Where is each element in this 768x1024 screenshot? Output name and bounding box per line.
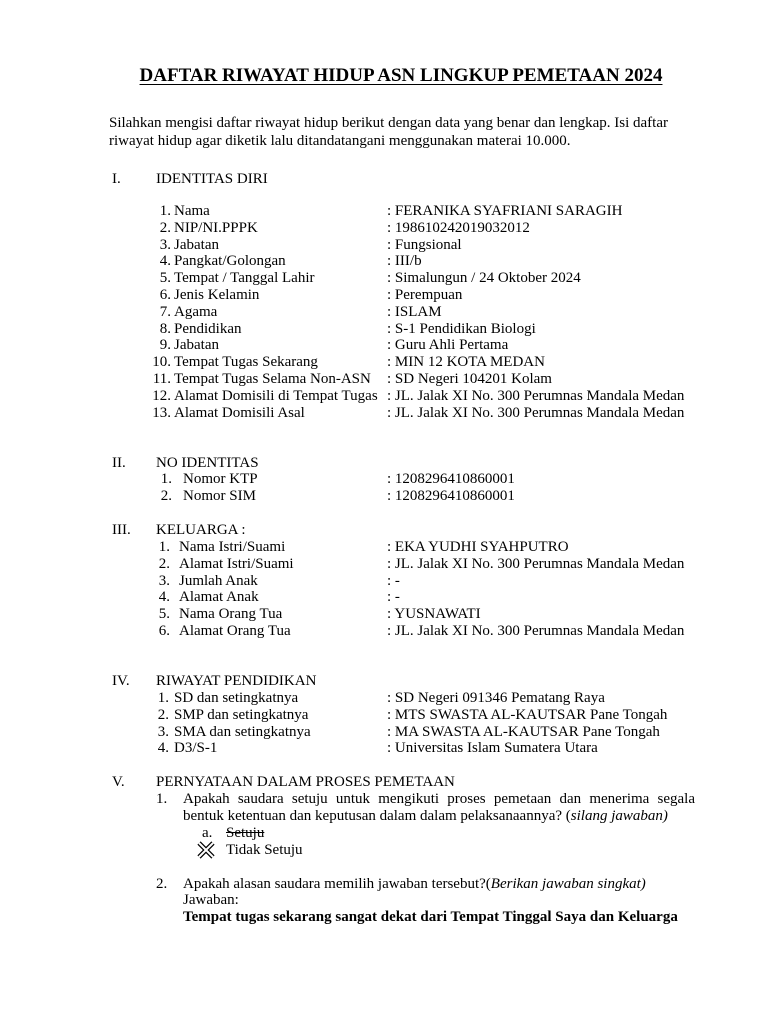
row-value: : Perempuan <box>387 287 463 303</box>
row-number: 2. <box>160 488 172 504</box>
row-label: Jumlah Anak <box>179 572 258 589</box>
row-label: Alamat Istri/Suami <box>179 555 294 572</box>
row-value: : SD Negeri 104201 Kolam <box>387 371 552 387</box>
row-label: Alamat Anak <box>179 589 259 606</box>
section-4-title: RIWAYAT PENDIDIKAN <box>156 673 317 689</box>
row-label: Jabatan <box>174 236 219 253</box>
row-label: Nomor KTP <box>183 471 258 487</box>
row-value: : - <box>387 572 400 589</box>
row-number: 1. <box>159 203 171 219</box>
row-value: : MTS SWASTA AL-KAUTSAR Pane Tongah <box>387 706 668 723</box>
intro-line-1: Silahkan mengisi daftar riwayat hidup berikut dengan data yang benar dan lengkap. Isi daftar <box>109 115 668 131</box>
row-number: 6. <box>159 287 171 303</box>
row-number: 12. <box>152 387 171 404</box>
row-value: : JL. Jalak XI No. 300 Perumnas Mandala Medan <box>387 555 685 572</box>
section-1-title: IDENTITAS DIRI <box>156 171 268 187</box>
row-value: : III/b <box>387 253 422 270</box>
row-number: 3. <box>158 572 170 589</box>
question-1-note: silang jawaban) <box>570 807 668 824</box>
option-a-setuju[interactable]: Setuju <box>226 825 265 841</box>
row-number: 3. <box>159 236 171 253</box>
row-number: 4. <box>158 589 170 606</box>
row-label: Nomor SIM <box>183 488 256 504</box>
question-2-number: 2. <box>156 876 168 892</box>
row-number: 11. <box>152 371 171 387</box>
row-number: 10. <box>152 354 171 371</box>
row-number: 2. <box>158 555 170 572</box>
answer-text: Tempat tugas sekarang sangat dekat dari Tempat Tinggal Saya dan Keluarga <box>183 909 678 925</box>
row-value: : Simalungun / 24 Oktober 2024 <box>387 270 581 287</box>
section-3-title: KELUARGA : <box>156 522 246 538</box>
option-b-tidak-setuju[interactable]: Tidak Setuju <box>226 842 303 858</box>
row-number: 2. <box>157 706 169 723</box>
row-label: SMP dan setingkatnya <box>174 706 309 723</box>
row-label: Jabatan <box>174 337 219 354</box>
row-value: : S-1 Pendidikan Biologi <box>387 320 536 337</box>
row-number: 8. <box>159 320 171 337</box>
section-3-number: III. <box>112 522 131 538</box>
row-label: Pendidikan <box>174 320 242 337</box>
row-value: : ISLAM <box>387 303 442 320</box>
row-label: Nama Orang Tua <box>179 606 283 623</box>
row-value: : Guru Ahli Pertama <box>387 337 509 354</box>
question-2-text <box>183 876 646 893</box>
row-label: SMA dan setingkatnya <box>174 723 311 740</box>
question-1-number: 1. <box>156 791 168 807</box>
row-label: D3/S-1 <box>174 740 218 757</box>
row-number: 7. <box>159 303 171 320</box>
option-a-letter: a. <box>202 825 213 841</box>
row-label: Alamat Domisili di Tempat Tugas <box>174 387 378 404</box>
row-value: : 1208296410860001 <box>387 471 515 487</box>
row-number: 6. <box>158 623 170 639</box>
row-label: Nama <box>174 203 210 219</box>
row-number: 1. <box>157 690 169 706</box>
intro-line-2: riwayat hidup agar diketik lalu ditandatangani menggunakan materai 10.000. <box>109 133 571 149</box>
question-1-body: Apakah saudara setuju untuk mengikuti proses pemetaan dan menerima segala bentuk ketentuan dan keputusan dalam dalam pelaksanaannya? ( <box>183 791 695 824</box>
section-5-number: V. <box>112 774 125 790</box>
row-value: : - <box>387 589 400 606</box>
row-number: 13. <box>152 404 171 421</box>
section-2-title: NO IDENTITAS <box>156 455 259 471</box>
cross-mark-icon <box>196 840 216 860</box>
document-title: DAFTAR RIWAYAT HIDUP ASN LINGKUP PEMETAAN 2024 <box>139 65 663 86</box>
row-number: 1. <box>158 539 170 555</box>
row-value: : YUSNAWATI <box>387 606 481 623</box>
row-label: Tempat / Tanggal Lahir <box>174 270 315 287</box>
row-label: Tempat Tugas Selama Non-ASN <box>174 371 371 387</box>
row-value: : JL. Jalak XI No. 300 Perumnas Mandala Medan <box>387 387 685 404</box>
answer-label: Jawaban: <box>183 892 239 908</box>
section-2-number: II. <box>112 455 126 471</box>
row-label: SD dan setingkatnya <box>174 690 299 706</box>
row-value: : MIN 12 KOTA MEDAN <box>387 354 545 371</box>
row-label: Alamat Orang Tua <box>179 623 291 639</box>
row-label: Tempat Tugas Sekarang <box>174 354 318 371</box>
row-number: 4. <box>159 253 171 270</box>
row-label: Pangkat/Golongan <box>174 253 286 270</box>
row-label: NIP/NI.PPPK <box>174 219 258 236</box>
row-label: Alamat Domisili Asal <box>174 404 305 421</box>
row-number: 5. <box>158 606 170 623</box>
row-value: : EKA YUDHI SYAHPUTRO <box>387 539 569 555</box>
row-number: 9. <box>159 337 171 354</box>
row-value: : Fungsional <box>387 236 462 253</box>
row-label: Nama Istri/Suami <box>179 539 286 555</box>
row-value: : JL. Jalak XI No. 300 Perumnas Mandala Medan <box>387 623 685 639</box>
row-value: : Universitas Islam Sumatera Utara <box>387 740 598 757</box>
section-5-title: PERNYATAAN DALAM PROSES PEMETAAN <box>156 774 455 790</box>
row-value: : FERANIKA SYAFRIANI SARAGIH <box>387 203 623 219</box>
section-1-number: I. <box>112 171 121 187</box>
row-label: Agama <box>174 303 218 320</box>
row-number: 4. <box>157 740 169 757</box>
row-value: : JL. Jalak XI No. 300 Perumnas Mandala Medan <box>387 404 685 421</box>
row-value: : 1208296410860001 <box>387 488 515 504</box>
row-number: 3. <box>157 723 169 740</box>
section-4-number: IV. <box>112 673 130 689</box>
row-number: 2. <box>159 219 171 236</box>
row-label: Jenis Kelamin <box>174 287 260 303</box>
row-value: : 198610242019032012 <box>387 219 530 236</box>
row-value: : MA SWASTA AL-KAUTSAR Pane Tongah <box>387 723 660 740</box>
question-1-text <box>183 791 695 825</box>
row-number: 1. <box>160 471 172 487</box>
row-value: : SD Negeri 091346 Pematang Raya <box>387 690 605 706</box>
question-2-body: Apakah alasan saudara memilih jawaban tersebut?( <box>183 876 491 892</box>
question-2-note: Berikan jawaban singkat) <box>490 876 646 892</box>
row-number: 5. <box>159 270 171 287</box>
